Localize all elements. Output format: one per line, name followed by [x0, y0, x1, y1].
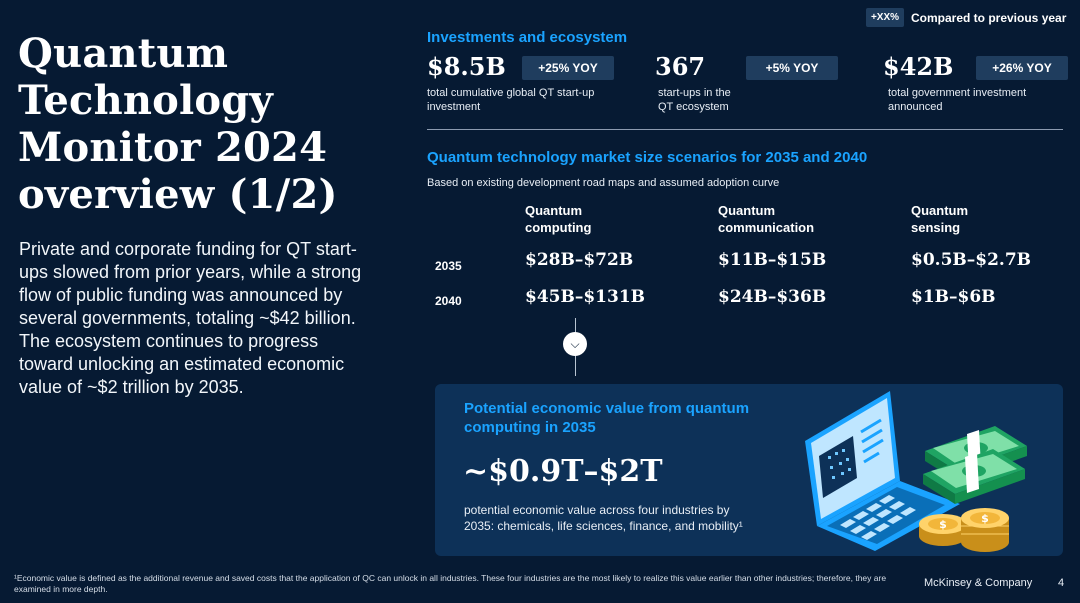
economic-value-heading: Potential economic value from quantum computing in 2035 — [464, 400, 750, 436]
market-value: $28B–$72B — [525, 250, 634, 270]
yoy-badge: +26% YOY — [976, 56, 1068, 80]
stat-description: total government investment announced — [888, 87, 1027, 113]
investments-heading: Investments and ecosystem — [427, 29, 628, 46]
stat-description: start-ups in the QT ecosystem — [658, 87, 731, 113]
svg-text:$: $ — [981, 512, 989, 525]
legend-badge: +XX% — [866, 8, 904, 27]
yoy-badge: +5% YOY — [746, 56, 838, 80]
footnote: ¹Economic value is defined as the additional revenue and saved costs that the application of QC can unlock in all industries. These four industries are the most likely to realize this value earlier than other industries; therefore, they are examined in more depth. — [14, 573, 887, 594]
row-year: 2040 — [435, 294, 462, 308]
market-heading: Quantum technology market size scenarios for 2035 and 2040 — [427, 149, 868, 166]
stat-value: $42B — [883, 52, 954, 81]
page-title: Quantum Technology Monitor 2024 overview (1/2) — [18, 30, 338, 218]
legend-label: Compared to previous year — [911, 11, 1067, 25]
intro-paragraph: Private and corporate funding for QT start-ups slowed from prior years, while a strong flow of public funding was announced by several governments, totaling ~$42 billion. The ecosystem continues to progress toward unlocking an estimated economic value of ~$2 trillion by 2035. — [19, 239, 362, 397]
column-header: Quantum computing — [525, 203, 592, 235]
brand-name: McKinsey & Company — [924, 577, 1033, 589]
stat-value: 367 — [655, 52, 706, 81]
market-value: $24B–$36B — [718, 287, 827, 307]
market-value: $1B–$6B — [911, 287, 996, 307]
yoy-badge: +25% YOY — [522, 56, 614, 80]
svg-text:$: $ — [939, 518, 947, 531]
stat-description: total cumulative global QT start-up investment — [427, 87, 595, 113]
row-year: 2035 — [435, 259, 462, 273]
column-header: Quantum communication — [718, 203, 815, 235]
cash-stack-icon — [923, 426, 1027, 504]
page-number: 4 — [1058, 577, 1065, 589]
chevron-down-icon: ⌵ — [563, 332, 587, 356]
economic-value-number: ~$0.9T–$2T — [463, 454, 663, 489]
market-value: $11B–$15B — [718, 250, 827, 270]
stat-value: $8.5B — [427, 52, 506, 81]
column-header: Quantum sensing — [911, 203, 969, 235]
divider — [427, 129, 1063, 130]
market-subheading: Based on existing development road maps and assumed adoption curve — [427, 177, 780, 189]
economic-value-description: potential economic value across four industries by 2035: chemicals, life sciences, finance, and mobility¹ — [464, 503, 743, 533]
market-value: $45B–$131B — [525, 287, 646, 307]
market-value: $0.5B–$2.7B — [911, 250, 1032, 270]
laptop-illustration — [795, 386, 1045, 554]
